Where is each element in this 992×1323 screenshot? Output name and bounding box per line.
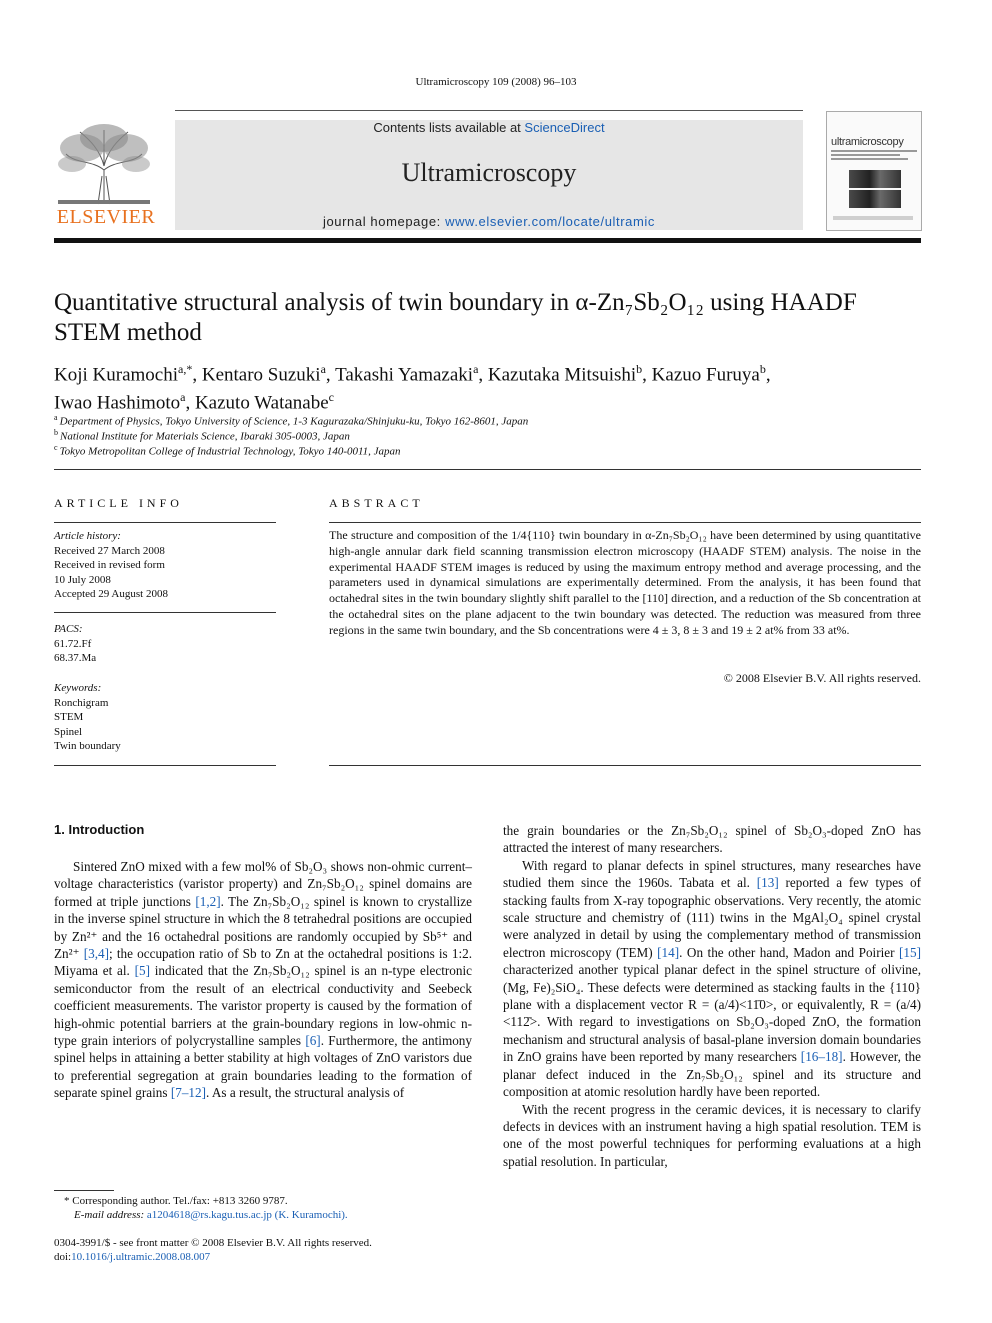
- text-run: . As a result, the structural analysis of: [206, 1085, 405, 1101]
- text-run: indicated that the Zn₇Sb₂O₁₂ spinel is an n-type electronic semiconductor from the result of an electrical conductivity and Seebeck coefficient measurements. The varistor property is caused by the formation of high-ohmic potential barriers at the grain-boundary regions in low-ohmic n-type grain interiors of polycrystalline samples: [54, 963, 472, 1049]
- elsevier-wordmark: ELSEVIER: [56, 206, 156, 228]
- sciencedirect-link[interactable]: ScienceDirect: [524, 120, 605, 135]
- author-name[interactable]: Koji Kuramochi: [54, 364, 179, 386]
- keyword-item: STEM: [54, 711, 84, 723]
- homepage-prefix: journal homepage:: [322, 214, 446, 229]
- author-affiliation-mark: b: [636, 362, 643, 376]
- cover-title: ultramicroscopy: [831, 136, 904, 148]
- section-divider: [54, 469, 921, 470]
- paragraph: [54, 858, 472, 1102]
- text-run: reported a few types of stacking faults from X-ray topographic observations. Very recently, the atomic scale structure and chemistry of (111) twins in the MgAl₂O₄ spinel crystal were analyzed in detail by using the complementary method of transmission electron microscopy (TEM): [503, 875, 921, 960]
- footnote-rule: [54, 1190, 114, 1191]
- section-heading-introduction: 1. Introduction: [54, 822, 145, 837]
- left-column: [54, 858, 472, 1102]
- cover-footer-bar: [833, 216, 913, 220]
- author-name[interactable]: Kazuto Watanabe: [194, 392, 329, 414]
- text-run: . Furthermore, the antimony spinel helps in attaining a better stability at high voltages of ZnO varistors due to preferential segregation at grain boundaries leading to the formation of separate spinel grains: [54, 1033, 472, 1101]
- corresponding-author-note: * Corresponding author. Tel./fax: +813 3260 9787.: [64, 1195, 288, 1207]
- history-label: Article history:: [54, 530, 121, 542]
- copyright-notice: © 2008 Elsevier B.V. All rights reserved.: [723, 671, 921, 685]
- author-affiliation-mark: a,*: [178, 362, 193, 376]
- citation-link[interactable]: [6]: [305, 1033, 321, 1049]
- author-affiliation-mark: a: [320, 362, 326, 376]
- citation-link[interactable]: [5]: [134, 963, 150, 979]
- affiliation-key: a: [54, 413, 58, 422]
- abstract-rule: [329, 765, 921, 766]
- text-run: With regard to planar defects in spinel structures, many researches have studied them since the 1960s. Tabata et al.: [503, 857, 921, 891]
- citation-link[interactable]: [16–18]: [800, 1049, 843, 1065]
- contents-line: [175, 120, 803, 135]
- author-affiliation-mark: b: [759, 362, 766, 376]
- issn-line: 0304-3991/$ - see front matter © 2008 Elsevier B.V. All rights reserved.: [54, 1237, 372, 1249]
- journal-banner: [175, 120, 803, 230]
- article-info-heading: ARTICLE INFO: [54, 496, 183, 510]
- author-list: Koji Kuramochi$^{a,*}$, Kentaro Suzuki$^a$, Takashi Yamazaki$^a$, Kazutaka Mitsuishi$^b$, Kazuo Furuya$^b$, Iwao Hashimoto$^a$, Kazuto Watanabe$^c$: [54, 362, 771, 414]
- article-info-rule: [54, 522, 276, 523]
- text-run: . The Zn₇Sb₂O₁₂ spinel is known to crystallize in the inverse spinel structure in which the 8 tetrahedral positions are occupied by Zn²⁺ and the 16 octahedral positions are randomly occupied by Sb⁵⁺ and Zn²⁺: [54, 893, 472, 962]
- citation-link[interactable]: [13]: [756, 875, 779, 891]
- history-item: Received 27 March 2008: [54, 544, 165, 557]
- journal-name: Ultramicroscopy: [401, 158, 577, 187]
- header-rule: [175, 110, 803, 111]
- cover-subtitle-lines: [831, 150, 917, 158]
- pacs-label: PACS:: [54, 623, 83, 635]
- keywords-label: Keywords:: [54, 682, 102, 694]
- affiliation-text: Department of Physics, Tokyo University of Science, 1-3 Kagurazaka/Shinjuku-ku, Tokyo 162-8601, Japan: [59, 415, 529, 428]
- author-name[interactable]: Kazutaka Mitsuishi: [487, 364, 637, 386]
- pacs-block: [54, 622, 276, 666]
- keyword-item: Ronchigram: [54, 696, 109, 709]
- abstract-rule: [329, 522, 921, 523]
- email-name: (K. Kuramochi).: [271, 1209, 348, 1221]
- history-item: 10 July 2008: [54, 573, 111, 586]
- citation-link[interactable]: [14]: [657, 944, 680, 960]
- article-title: Quantitative structural analysis of twin boundary in α-Zn₇Sb₂O₁₂ using HAADF STEM method: [54, 289, 857, 346]
- doi-link[interactable]: 10.1016/j.ultramic.2008.08.007: [71, 1251, 211, 1263]
- abstract-text: The structure and composition of the 1/4{110} twin boundary in α-Zn₇Sb₂O₁₂ have been determined by using quantitative high-angle annular dark field scanning transmission electron microscopy (HAADF STEM) analysis. The noise in the experimental HAADF STEM images is reduced by using the maximum entropy method and average processing, and the parameters used in dynamical simulations are experimentally determined. From the analysis, it has been found that octahedral sites in the twin boundary slightly shift parallel to the [110] direction, and a reduction of the Sb concentration at the octahedral sites on the plane adjacent to the twin boundary was detected. The reduction was measured from three regions in the same twin boundary, and the Sb concentrations were 4 ± 3, 8 ± 3 and 19 ± 2 at% from 33 at%.: [329, 528, 921, 637]
- affiliation-c: [54, 443, 401, 458]
- pacs-item: 61.72.Ff: [54, 637, 92, 650]
- article-info-rule: [54, 612, 276, 613]
- article-info-rule: [54, 765, 276, 766]
- cover-image-top: [849, 170, 901, 188]
- author-name[interactable]: Iwao Hashimoto: [54, 392, 181, 414]
- journal-cover-thumbnail[interactable]: [826, 111, 922, 231]
- affiliation-a: [54, 413, 528, 428]
- doi-line: [54, 1250, 210, 1264]
- contents-prefix: Contents lists available at: [373, 120, 525, 135]
- pacs-item: 68.37.Ma: [54, 652, 97, 664]
- abstract-heading: ABSTRACT: [329, 496, 424, 510]
- text-run: characterized another typical planar defect in the spinel structure of olivine, (Mg, Fe)₂SiO₄. These defects were determined as stacking faults in the {110} plane with a displacement vector R = (a/4)<11̄0>, or equivalently, R = (a/4)<112̄>. With regard to investigations on Sb₂O₃-doped ZnO, the formation mechanism and structural analysis of basal-plane inversion domain boundaries in ZnO grains have been reported by many researchers: [503, 962, 921, 1065]
- doi-label: doi:: [54, 1251, 72, 1263]
- text-run: ; the occupation ratio of Sb to Zn at the octahedral positions is 1:2. Miyama et al.: [54, 946, 472, 979]
- keyword-item: Spinel: [54, 725, 83, 738]
- author-affiliation-mark: a: [473, 362, 479, 376]
- cover-image-bottom: [849, 190, 901, 208]
- author-affiliation-mark: c: [328, 390, 334, 405]
- author-name[interactable]: Takashi Yamazaki: [335, 364, 474, 386]
- email-label: E-mail address:: [74, 1209, 147, 1221]
- keywords-block: [54, 681, 276, 754]
- author-name[interactable]: Kazuo Furuya: [651, 364, 760, 386]
- history-item: Received in revised form: [54, 559, 165, 571]
- history-item: Accepted 29 August 2008: [54, 588, 168, 600]
- affiliation-text: Tokyo Metropolitan College of Industrial Technology, Tokyo 140-0011, Japan: [59, 445, 401, 458]
- text-run: . On the other hand, Madon and Poirier: [679, 944, 900, 960]
- affiliation-b: [54, 428, 350, 443]
- right-column: [503, 822, 921, 1170]
- affiliation-key: c: [54, 443, 58, 452]
- header-thick-rule: [54, 238, 921, 243]
- author-name[interactable]: Kentaro Suzuki: [201, 364, 321, 386]
- affiliation-key: b: [54, 428, 58, 437]
- text-run: . However, the planar defect induced in the Zn₇Sb₂O₁₂ spinel and its structure and composition at atomic resolution hardly have been reported.: [503, 1049, 921, 1100]
- affiliation-text: National Institute for Materials Science, Ibaraki 305-0003, Japan: [60, 430, 350, 443]
- paragraph: With the recent progress in the ceramic devices, it is necessary to clarify defects in devices with an instrument having a high spatial resolution. TEM is one of the most powerful techniques for performing evaluations at a high spatial resolution. In particular,: [503, 1101, 921, 1169]
- keyword-item: Twin boundary: [54, 740, 121, 752]
- homepage-link[interactable]: www.elsevier.com/locate/ultramic: [445, 214, 656, 229]
- email-note: [54, 1208, 348, 1222]
- citation-link[interactable]: [7–12]: [170, 1085, 206, 1101]
- paragraph: the grain boundaries or the Zn₇Sb₂O₁₂ spinel of Sb₂O₃-doped ZnO has attracted the interest of many researchers.: [503, 823, 921, 856]
- citation-link[interactable]: [15]: [899, 944, 921, 960]
- author-affiliation-mark: a: [180, 390, 186, 405]
- citation-link[interactable]: [1,2]: [195, 893, 221, 909]
- paragraph: [503, 857, 921, 1101]
- homepage-line: [175, 214, 803, 229]
- text-run: Sintered ZnO mixed with a few mol% of Sb₂O₃ shows non-ohmic current–voltage characteristics (varistor property) and Zn₇Sb₂O₁₂ spinel domains are formed at triple junctions: [54, 859, 472, 909]
- journal-citation: Ultramicroscopy 109 (2008) 96–103: [415, 76, 577, 88]
- citation-link[interactable]: [3,4]: [83, 946, 110, 962]
- article-history: [54, 529, 276, 602]
- email-link[interactable]: a1204618@rs.kagu.tus.ac.jp: [146, 1209, 272, 1221]
